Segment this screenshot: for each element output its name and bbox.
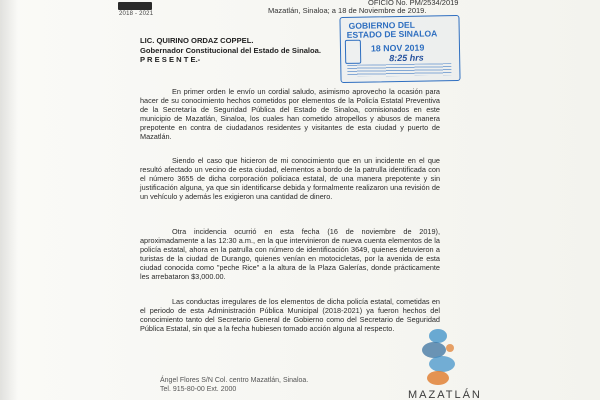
stamp-line2: ESTADO DE SINALOA xyxy=(346,28,438,40)
oficio-number: OFICIO No. PM/2534/2019 xyxy=(368,0,459,7)
footer-phone: Tel. 915-80-00 Ext. 2000 xyxy=(160,386,237,393)
addressee-block xyxy=(140,36,321,65)
mazatlan-logo-icon xyxy=(412,326,470,392)
addressee-name: LIC. QUIRINO ORDAZ COPPEL. xyxy=(140,36,254,45)
body-paragraph-4: Las conductas irregulares de los elementos de dicha policía estatal, cometidas en el periodo de esta Administración Pública Municipal (2018-2021) ya fueron hechos del conocimiento tanto del Secretario General de Gobierno como del Secretario de Seguridad Pública Estatal, sin que a la fecha hubiesen tomado acción alguna al respecto. xyxy=(140,297,440,333)
stamp-date: 18 NOV 2019 xyxy=(370,42,425,54)
addressee-title: Gobernador Constitucional del Estado de Sinaloa. xyxy=(140,45,322,55)
municipal-logo-small xyxy=(118,2,152,10)
stamp-time: 8:25 hrs xyxy=(389,52,424,64)
stamp-line1: GOBIERNO DEL xyxy=(348,19,416,31)
body-paragraph-2: Siendo el caso que hicieron de mi conocimiento que en un incidente en el que resultó afectado un vecino de esta ciudad, elementos a bordo de la patrulla identificada con el número 3655 de dicha corporación policiaca estatal, de una manera prepotente y sin justificación alguna, ya que sin identificarse debida y formalmente realizaron una revisión de un vehículo y además les exigieron una cantidad de dinero. xyxy=(140,156,440,201)
footer-address: Ángel Flores S/N Col. centro Mazatlán, Sinaloa. xyxy=(160,377,309,384)
addressee-presente: P R E S E N T E.- xyxy=(140,55,201,65)
body-paragraph-3: Otra incidencia ocurrió en esta fecha (16 de noviembre de 2019), aproximadamente a las 12:30 a.m., en la que intervinieron de nueva cuenta elementos de la policía estatal, ahora en la patrulla con número de identificación 3649, quienes detuvieron a turistas de la ciudad de Durango, quienes venían en motocicletas, por la avenida de esta ciudad conocida como "peche Rice" a la altura de la Plaza Galerías, donde prácticamente les arrebataron $3,000.00. xyxy=(140,227,440,281)
place-date: Mazatlán, Sinaloa; a 18 de Noviembre de 2019. xyxy=(268,6,427,15)
footer-contact xyxy=(160,376,308,394)
reception-stamp xyxy=(339,15,460,83)
page-shadow xyxy=(0,0,18,400)
stamp-fine-print xyxy=(347,63,451,77)
mazatlan-wordmark: MAZATLÁN xyxy=(408,389,482,400)
administration-period: 2018 - 2021 xyxy=(119,11,154,17)
body-paragraph-1: En primer orden le envío un cordial saludo, asimismo aprovecho la ocasión para hacer de su conocimiento hechos cometidos por elementos de la Policía Estatal Preventiva de la Secretaría de Seguridad Pública del Estado de Sinaloa, comisionados en este municipio de Mazatlán, Sinaloa, los cuales han cometido atropellos y abusos de manera prepotente en contra de ciudadanos residentes y visitantes de esta ciudad y puerto de Mazatlán. xyxy=(140,87,440,141)
stamp-seal-icon xyxy=(345,40,361,64)
